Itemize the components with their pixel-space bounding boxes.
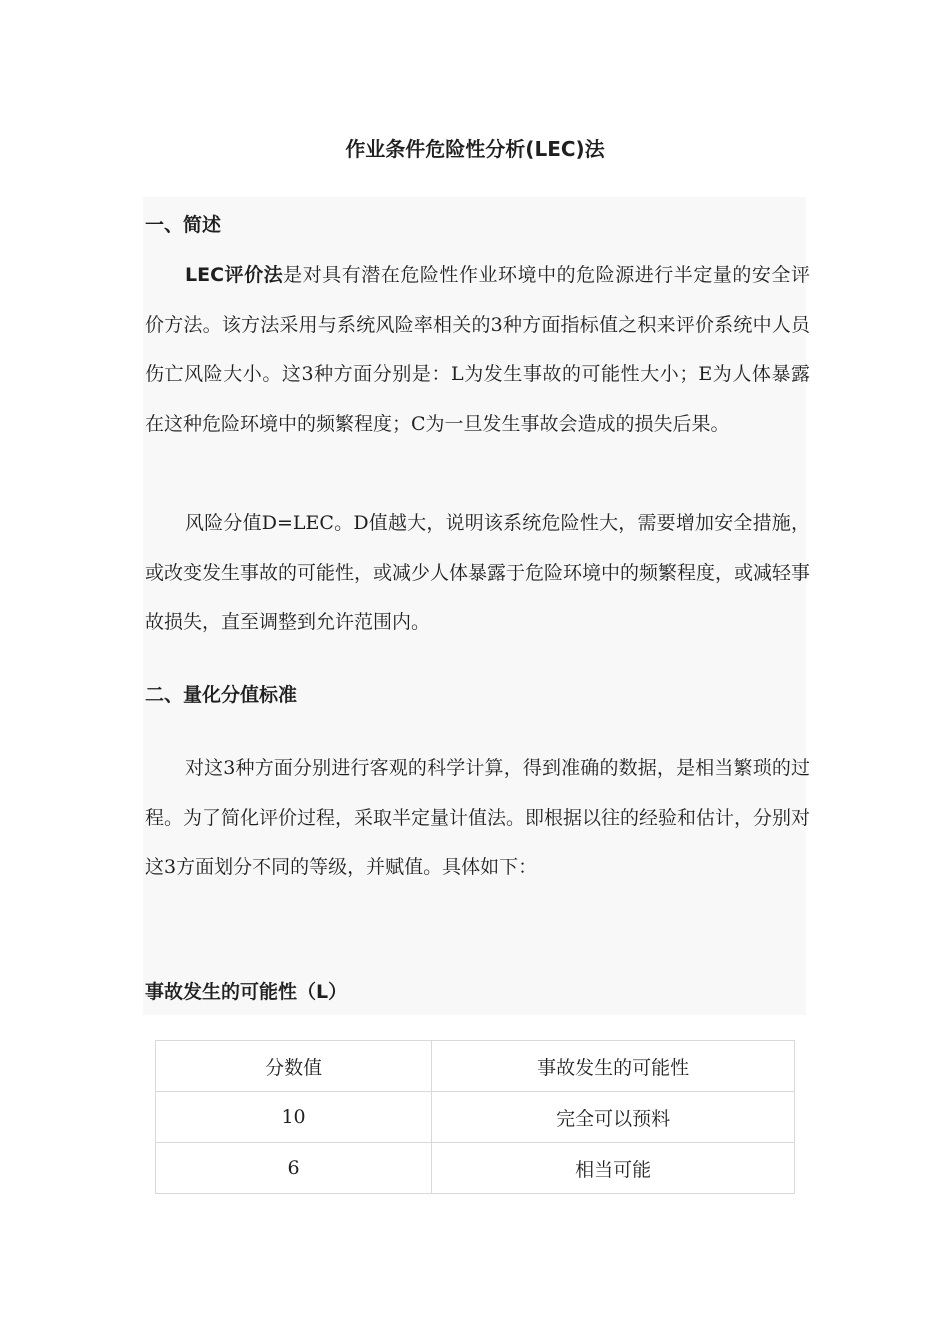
header-likelihood: 事故发生的可能性 <box>432 1041 795 1092</box>
section-heading-scoring: 二、量化分值标准 <box>145 684 298 706</box>
paragraph-lec-intro <box>145 251 810 449</box>
cell-score: 10 <box>156 1092 432 1143</box>
table-header-row <box>156 1041 795 1092</box>
likelihood-table <box>155 1040 795 1194</box>
page-title: 作业条件危险性分析(LEC)法 <box>345 137 605 161</box>
section-heading-overview: 一、简述 <box>145 214 222 236</box>
paragraph-risk-value: 风险分值D=LEC。D值越大，说明该系统危险性大，需要增加安全措施，或改变发生事故的可能性，或减少人体暴露于危险环境中的频繁程度，或减轻事故损失，直至调整到允许范围内。 <box>145 512 811 633</box>
table-row <box>156 1143 795 1194</box>
lec-intro-text: 是对具有潜在危险性作业环境中的危险源进行半定量的安全评价方法。该方法采用与系统风险率相关的3种方面指标值之积来评价系统中人员伤亡风险大小。这3种方面分别是：L为发生事故的可能性大小；E为人体暴露在这种危险环境中的频繁程度；C为一旦发生事故会造成的损失后果。 <box>145 264 810 435</box>
cell-likelihood: 相当可能 <box>432 1143 795 1194</box>
subheading-likelihood: 事故发生的可能性（L） <box>145 981 348 1003</box>
header-score: 分数值 <box>156 1041 432 1092</box>
cell-likelihood: 完全可以预料 <box>432 1092 795 1143</box>
paragraph-scoring-method: 对这3种方面分别进行客观的科学计算，得到准确的数据，是相当繁琐的过程。为了简化评价过程，采取半定量计值法。即根据以往的经验和估计，分别对这3方面划分不同的等级，并赋值。具体如下： <box>145 757 811 878</box>
table-row <box>156 1092 795 1143</box>
cell-score: 6 <box>156 1143 432 1194</box>
lec-term: LEC评价法 <box>185 264 284 286</box>
